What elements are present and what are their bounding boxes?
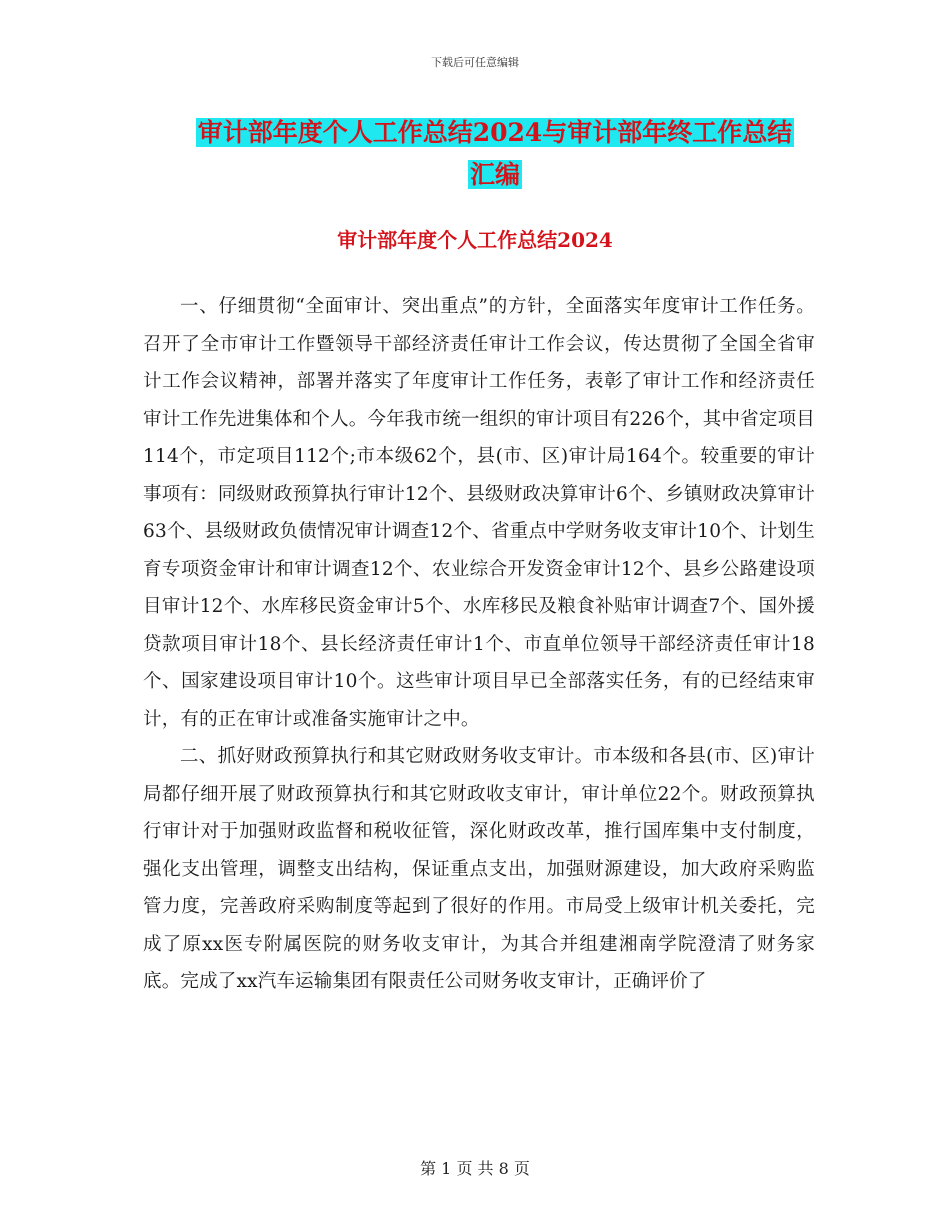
body-text — [143, 288, 815, 1001]
paragraph-1: 一、仔细贯彻“全面审计、突出重点”的方针，全面落实年度审计工作任务。召开了全市审计工作暨领导干部经济责任审计工作会议，传达贯彻了全国全省审计工作会议精神，部署并落实了年度审计工作任务，表彰了审计工作和经济责任审计工作先进集体和个人。今年我市统一组织的审计项目有226个，其中省定项目114个，市定项目112个;市本级62个，县(市、区)审计局164个。较重要的审计事项有：同级财政预算执行审计12个、县级财政决算审计6个、乡镇财政决算审计63个、县级财政负债情况审计调查12个、省重点中学财务收支审计10个、计划生育专项资金审计和审计调查12个、农业综合开发资金审计12个、县乡公路建设项目审计12个、水库移民资金审计5个、水库移民及粮食补贴审计调查7个、国外援贷款项目审计18个、县长经济责任审计1个、市直单位领导干部经济责任审计18个、国家建设项目审计10个。这些审计项目早已全部落实任务，有的已经结束审计，有的正在审计或准备实施审计之中。 — [143, 296, 815, 730]
page-footer: 第 1 页 共 8 页 — [420, 1159, 530, 1178]
paragraph-2: 二、抓好财政预算执行和其它财政财务收支审计。市本级和各县(市、区)审计局都仔细开展了财政预算执行和其它财政收支审计，审计单位22个。财政预算执行审计对于加强财政监督和税收征管，深化财政改革，推行国库集中支付制度，强化支出管理，调整支出结构，保证重点支出，加强财源建设，加大政府采购监管力度，完善政府采购制度等起到了很好的作用。市局受上级审计机关委托，完成了原xx医专附属医院的财务收支审计，为其合并组建湘南学院澄清了财务家底。完成了xx汽车运输集团有限责任公司财务收支审计，正确评价了 — [143, 746, 815, 992]
title-line-2: 汇编 — [469, 160, 520, 189]
document-title — [150, 112, 840, 196]
title-line-1: 审计部年度个人工作总结2024与审计部年终工作总结 — [197, 118, 793, 147]
header-note: 下载后可任意编辑 — [431, 56, 519, 69]
section-title: 审计部年度个人工作总结2024 — [337, 228, 613, 252]
